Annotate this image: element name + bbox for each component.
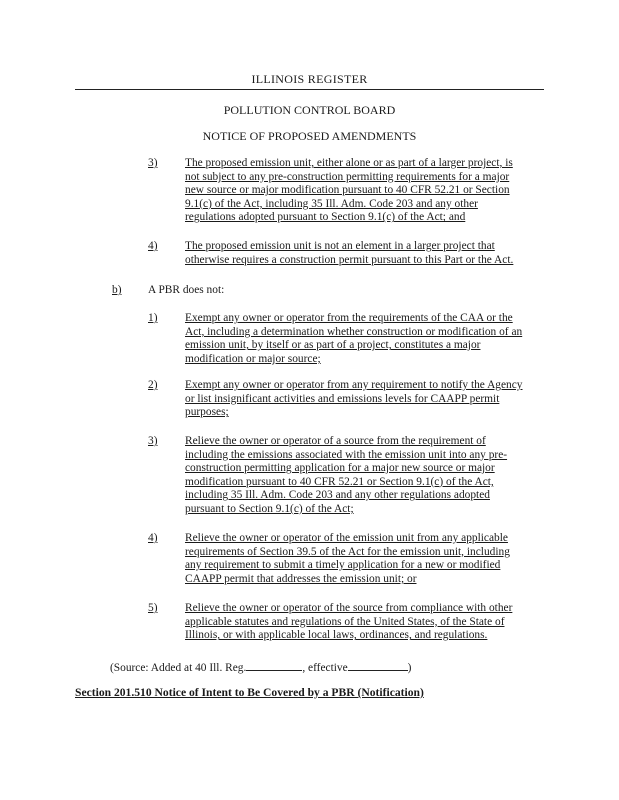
subsection-b-label: b) (112, 284, 122, 296)
item-line: pursuant to Section 9.1(c) of the Act; (185, 503, 354, 515)
item-line: or list insignificant activities and emissions levels for CAAPP permit (185, 392, 500, 405)
item-line: requirements of Section 39.5 of the Act for the emission unit, including (185, 545, 510, 558)
item-line: The proposed emission unit, either alone or as part of a larger project, is (185, 157, 513, 169)
item-line: Relieve the owner or operator of the source from compliance with other (185, 602, 513, 614)
header-rule (75, 89, 544, 90)
item-number: 4) (148, 532, 158, 544)
subsection-b-text: A PBR does not: (148, 284, 225, 296)
item-line: purposes; (185, 406, 229, 419)
item-line: Relieve the owner or operator of the emission unit from any applicable (185, 532, 508, 544)
item-line: Illinois, or with applicable local laws, ordinances, and regulations. (185, 629, 488, 642)
item-line: Exempt any owner or operator from any requirement to notify the Agency (185, 379, 523, 391)
item-line: Exempt any owner or operator from the requirements of the CAA or the (185, 312, 513, 324)
item-line: emission unit, by itself or as part of a project, constitutes a major (185, 339, 481, 352)
register-title: ILLINOIS REGISTER (251, 72, 368, 86)
item-line: 9.1(c) of the Act, including 35 Ill. Adm. Code 203 and any other (185, 197, 478, 210)
item-line: otherwise requires a construction permit pursuant to this Part or the Act. (185, 253, 514, 266)
item-line: including the emissions associated with the emission unit into any pre- (185, 448, 508, 461)
item-line: CAAPP permit that addresses the emission unit; or (185, 572, 417, 585)
item-line: Act, including a determination whether construction or modification of an (185, 325, 523, 338)
notice-title: NOTICE OF PROPOSED AMENDMENTS (202, 129, 417, 143)
item-line: modification pursuant to 40 CFR 52.21 or Section 9.1(c) of the Act, (185, 475, 494, 488)
item-line: regulations adopted pursuant to Section 9.1(c) of the Act; and (185, 211, 466, 224)
item-line: including 35 Ill. Adm. Code 203 and any other regulations adopted (185, 489, 490, 502)
source-note: (Source: Added at 40 Ill. Reg. , effective ) (110, 662, 412, 674)
reg-blank (246, 660, 302, 671)
item-number: 5) (148, 602, 158, 614)
item-number: 2) (148, 379, 158, 391)
effective-blank (348, 660, 408, 671)
item-line: Relieve the owner or operator of a source from the requirement of (185, 435, 486, 447)
item-line: new source or major modification pursuant to 40 CFR 52.21 or Section (185, 184, 510, 197)
item-number: 4) (148, 240, 158, 252)
item-number: 1) (148, 312, 158, 324)
board-name: POLLUTION CONTROL BOARD (223, 103, 396, 117)
item-line: any requirement to submit a timely application for a new or modified (185, 559, 501, 572)
section-heading: Section 201.510 Notice of Intent to Be Covered by a PBR (Notification) (75, 686, 424, 699)
item-number: 3) (148, 435, 158, 447)
item-line: modification or major source; (185, 352, 321, 365)
item-line: The proposed emission unit is not an element in a larger project that (185, 240, 495, 252)
item-line: not subject to any pre-construction permitting requirements for a major (185, 170, 510, 183)
item-line: applicable statutes and regulations of the United States, of the State of (185, 615, 505, 628)
item-number: 3) (148, 157, 158, 169)
item-line: construction permitting application for a major new source or major (185, 462, 495, 475)
